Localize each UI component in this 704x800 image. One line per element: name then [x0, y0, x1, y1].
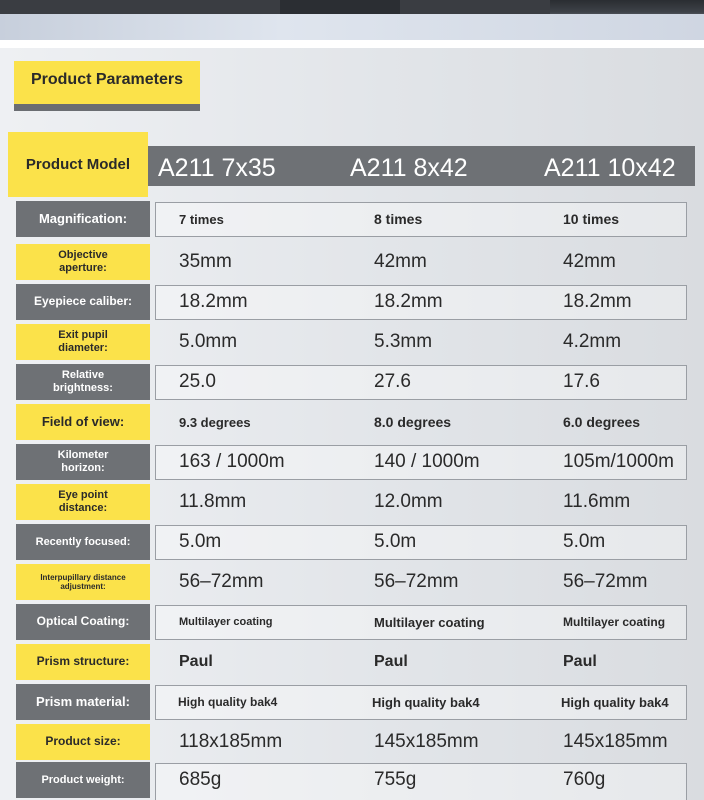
value-col-1: 56–72mm: [179, 571, 264, 592]
value-col-2: High quality bak4: [372, 694, 480, 710]
value-col-1: 118x185mm: [179, 731, 283, 752]
value-col-2: 5.0m: [374, 531, 417, 552]
row-label: Magnification:: [16, 201, 150, 237]
value-col-1: 35mm: [179, 251, 232, 272]
row-label: Product size:: [16, 724, 150, 760]
banner-divider: [0, 40, 704, 48]
row-label: Prism material:: [16, 684, 150, 720]
spec-row-exit-pupil: [0, 322, 704, 362]
row-label: Field of view:: [16, 404, 150, 440]
value-col-1: Paul: [179, 653, 213, 670]
row-box: [155, 525, 687, 560]
value-col-3: 5.0m: [563, 531, 606, 552]
value-col-1: 7 times: [179, 211, 224, 227]
value-col-3: 10 times: [563, 211, 620, 227]
value-col-1: 5.0m: [179, 531, 222, 552]
value-col-2: 12.0mm: [374, 491, 443, 512]
banner-dark-strip: [0, 0, 550, 14]
value-col-1: 18.2mm: [179, 291, 248, 312]
value-col-1: 163 / 1000m: [179, 451, 285, 472]
value-col-3: High quality bak4: [561, 694, 669, 710]
top-banner-image: [0, 0, 704, 40]
row-label: Kilometer horizon:: [16, 444, 150, 480]
row-label: Exit pupil diameter:: [16, 324, 150, 360]
spec-row-field-of-view: [0, 402, 704, 442]
value-col-3: 760g: [563, 769, 606, 790]
spec-row-prism-material: [0, 682, 704, 722]
row-label: Objective aperture:: [16, 244, 150, 280]
row-box: [155, 365, 687, 400]
banner-sheen: [0, 14, 704, 40]
row-label: Eye point distance:: [16, 484, 150, 520]
value-col-3: 4.2mm: [563, 331, 622, 352]
spec-row-kilometer-horizon: [0, 442, 704, 482]
section-title: [14, 61, 200, 111]
value-col-3: 105m/1000m: [563, 451, 674, 472]
value-col-1: 9.3 degrees: [179, 414, 251, 430]
row-label: Eyepiece caliber:: [16, 284, 150, 320]
value-col-1: 25.0: [179, 371, 216, 392]
spec-row-optical-coating: [0, 602, 704, 642]
row-label: Optical Coating:: [16, 604, 150, 640]
value-col-3: 6.0 degrees: [563, 414, 641, 430]
spec-row-objective-aperture: [0, 242, 704, 282]
value-col-2: Paul: [374, 653, 408, 670]
value-col-2: 56–72mm: [374, 571, 459, 592]
spec-row-magnification: [0, 199, 704, 239]
value-col-2: Multilayer coating: [374, 614, 485, 630]
row-label: Interpupillary distance adjustment:: [16, 564, 150, 600]
row-label: Relative brightness:: [16, 364, 150, 400]
value-col-3: 42mm: [563, 251, 616, 272]
spec-row-interpupillary-distance: [0, 562, 704, 602]
spec-row-eyepiece-caliber: [0, 282, 704, 322]
value-col-3: 17.6: [563, 371, 600, 392]
value-col-1: High quality bak4: [178, 695, 278, 709]
row-label: Recently focused:: [16, 524, 150, 560]
value-col-3: 56–72mm: [563, 571, 648, 592]
value-col-2: 8.0 degrees: [374, 414, 452, 430]
row-box: [155, 763, 687, 800]
model-name-1: A211 7x35: [158, 153, 276, 182]
value-col-1: 5.0mm: [179, 331, 238, 352]
spec-row-eye-point-distance: [0, 482, 704, 522]
model-label: Product Model: [8, 132, 148, 197]
spec-row-recently-focused: [0, 522, 704, 562]
row-label: Prism structure:: [16, 644, 150, 680]
value-col-2: 145x185mm: [374, 731, 479, 752]
value-col-3: 18.2mm: [563, 291, 632, 312]
row-label: Product weight:: [16, 762, 150, 798]
value-col-2: 755g: [374, 769, 417, 790]
value-col-2: 18.2mm: [374, 291, 443, 312]
spec-row-product-size: [0, 722, 704, 762]
value-col-3: 11.6mm: [563, 491, 631, 512]
value-col-3: Paul: [563, 653, 597, 670]
model-name-2: A211 8x42: [350, 153, 468, 182]
value-col-2: 5.3mm: [374, 331, 433, 352]
value-col-2: 8 times: [374, 211, 423, 227]
section-title-text: Product Parameters: [30, 71, 184, 88]
spec-row-prism-structure: [0, 642, 704, 682]
spec-row-product-weight: [0, 760, 704, 800]
value-col-3: Multilayer coating: [563, 615, 666, 629]
value-col-1: 11.8mm: [179, 491, 247, 512]
value-col-1: 685g: [179, 769, 222, 790]
value-col-1: Multilayer coating: [179, 616, 273, 628]
value-col-2: 27.6: [374, 371, 411, 392]
value-col-2: 42mm: [374, 251, 427, 272]
model-name-3: A211 10x42: [544, 153, 676, 182]
value-col-2: 140 / 1000m: [374, 451, 480, 472]
spec-row-relative-brightness: [0, 362, 704, 402]
value-col-3: 145x185mm: [563, 731, 668, 752]
